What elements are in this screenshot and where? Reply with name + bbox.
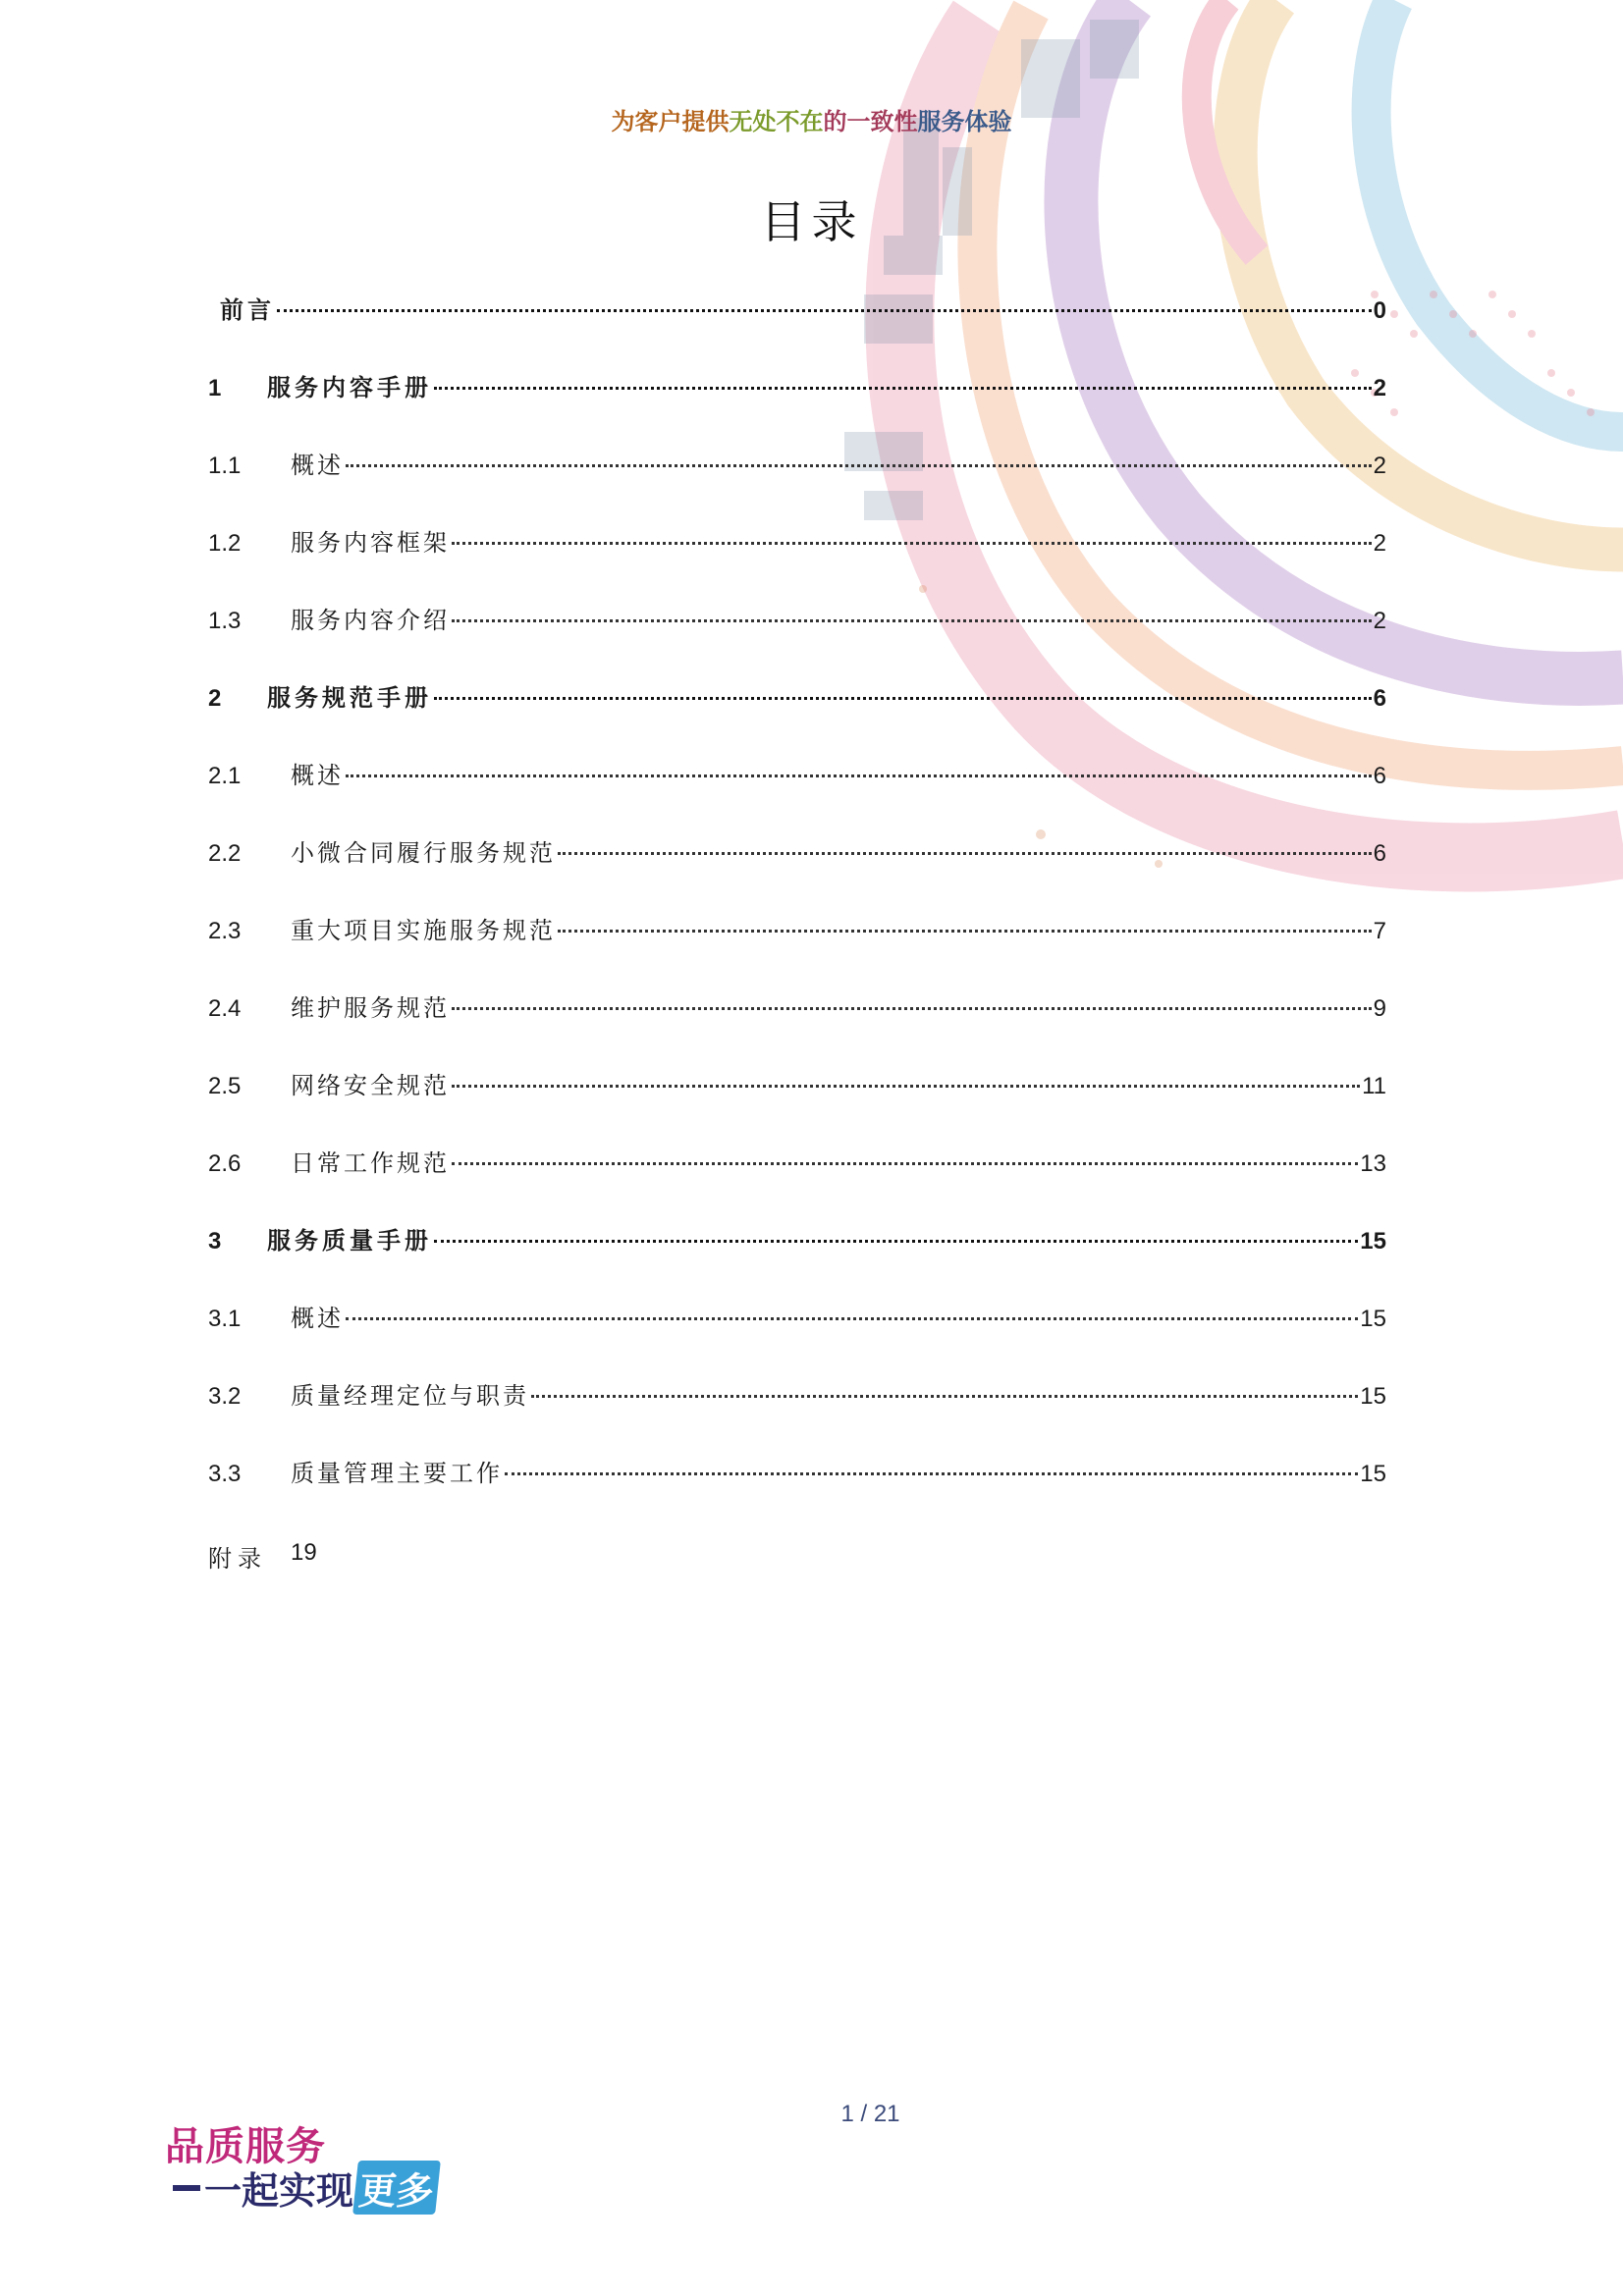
slogan-part: 无处不在 xyxy=(729,108,824,135)
toc-entry-number: 2.3 xyxy=(208,918,242,944)
toc-entry-number: 3 xyxy=(208,1228,222,1255)
toc-entry-title: 服务内容手册 xyxy=(267,373,432,401)
toc-dot-leader xyxy=(452,1085,1360,1088)
logo-line2-box: 更多 xyxy=(352,2161,441,2215)
toc-entry-title: 服务内容框架 xyxy=(291,529,450,557)
toc-entry-number: 3.2 xyxy=(208,1383,242,1410)
toc-entry-page: 2 xyxy=(1373,608,1386,634)
toc-entry-title: 服务规范手册 xyxy=(267,683,432,712)
toc-entry[interactable] xyxy=(208,1376,1386,1415)
toc-entry-title: 日常工作规范 xyxy=(291,1149,450,1177)
toc-entry[interactable] xyxy=(208,601,1386,640)
toc-entry[interactable] xyxy=(208,756,1386,795)
toc-entry-number: 1.3 xyxy=(208,608,242,634)
toc-entry[interactable] xyxy=(208,1144,1386,1183)
toc-entry[interactable] xyxy=(208,1221,1386,1260)
toc-entry[interactable] xyxy=(220,291,1386,330)
toc-dot-leader xyxy=(531,1395,1358,1398)
toc-entry-number: 2.5 xyxy=(208,1073,242,1099)
toc-entry-number: 2.1 xyxy=(208,763,242,789)
toc-entry-page: 13 xyxy=(1360,1150,1386,1177)
brand-logo xyxy=(163,2115,448,2214)
toc-dot-leader xyxy=(346,464,1372,467)
toc-entry-page: 2 xyxy=(1373,375,1386,401)
toc-dot-leader xyxy=(505,1472,1358,1475)
toc-entry-page: 15 xyxy=(1360,1461,1386,1487)
logo-line2 xyxy=(173,2161,438,2215)
toc-entry-page: 15 xyxy=(1360,1383,1386,1410)
slogan-part: 的一致性 xyxy=(823,108,918,135)
toc-entry-number: 1 xyxy=(208,375,222,401)
logo-line2-text: 一起实现 xyxy=(204,2169,354,2213)
page-title: 目录 xyxy=(760,195,863,248)
toc-entry-page: 15 xyxy=(1360,1228,1386,1255)
toc-entry-number: 1.2 xyxy=(208,530,242,557)
toc-entry[interactable] xyxy=(208,833,1386,873)
toc-entry-number: 2.6 xyxy=(208,1150,242,1177)
toc-entry-title: 概述 xyxy=(291,1305,344,1332)
toc-entry-title: 维护服务规范 xyxy=(291,994,450,1022)
toc-dot-leader xyxy=(346,774,1372,777)
toc-dot-leader xyxy=(434,1240,1358,1243)
appendix-page: 19 xyxy=(291,1539,317,1566)
toc-entry-title: 前言 xyxy=(220,295,275,324)
toc-entry-title: 服务内容介绍 xyxy=(291,607,450,634)
toc-entry-page: 6 xyxy=(1373,840,1386,867)
toc-entry-number: 3.3 xyxy=(208,1461,242,1487)
toc-entry-number: 2 xyxy=(208,685,222,712)
toc-entry-page: 6 xyxy=(1373,685,1386,712)
toc-entry-title: 概述 xyxy=(291,762,344,789)
toc-entry-number: 2.4 xyxy=(208,995,242,1022)
toc-entry[interactable] xyxy=(208,988,1386,1028)
slogan-part: 为客户提供 xyxy=(611,108,730,135)
toc-dot-leader xyxy=(452,542,1372,545)
toc-entry-title: 质量管理主要工作 xyxy=(291,1460,503,1487)
toc-entry[interactable] xyxy=(208,523,1386,562)
toc-entry[interactable] xyxy=(208,911,1386,950)
toc-dot-leader xyxy=(434,387,1372,390)
logo-dash xyxy=(173,2185,200,2191)
header-slogan xyxy=(0,102,1623,136)
logo-line1: 品质服务 xyxy=(165,2124,326,2169)
toc-dot-leader xyxy=(452,1162,1358,1165)
toc-dot-leader xyxy=(434,697,1372,700)
toc-entry-page: 15 xyxy=(1360,1306,1386,1332)
toc-entry-page: 11 xyxy=(1362,1073,1386,1099)
toc-entry[interactable] xyxy=(208,446,1386,485)
toc-dot-leader xyxy=(452,619,1372,622)
toc-entry[interactable] xyxy=(208,1066,1386,1105)
toc-entry-page: 6 xyxy=(1373,763,1386,789)
toc-entry-page: 9 xyxy=(1373,995,1386,1022)
toc-entry[interactable] xyxy=(208,368,1386,407)
toc-entry[interactable] xyxy=(208,678,1386,718)
toc-entry-number: 3.1 xyxy=(208,1306,242,1332)
toc-dot-leader xyxy=(452,1007,1372,1010)
toc-entry-number: 1.1 xyxy=(208,453,242,479)
toc-entry-title: 服务质量手册 xyxy=(267,1226,432,1255)
toc-entry-page: 2 xyxy=(1373,453,1386,479)
appendix-label: 附录 xyxy=(208,1545,267,1573)
toc-entry-title: 网络安全规范 xyxy=(291,1072,450,1099)
toc-entry-page: 7 xyxy=(1373,918,1386,944)
toc-dot-leader xyxy=(346,1317,1358,1320)
toc-entry-title: 质量经理定位与职责 xyxy=(291,1382,529,1410)
toc-entry[interactable] xyxy=(208,1454,1386,1493)
toc-entry-title: 概述 xyxy=(291,452,344,479)
toc-entry-page: 2 xyxy=(1373,530,1386,557)
toc-entry-number: 2.2 xyxy=(208,840,242,867)
toc-dot-leader xyxy=(558,930,1372,933)
page-indicator: 1 / 21 xyxy=(840,2101,900,2127)
slogan-part: 服务体验 xyxy=(917,108,1012,135)
toc-entry-page: 0 xyxy=(1373,297,1386,324)
toc-dot-leader xyxy=(558,852,1372,855)
toc-dot-leader xyxy=(277,309,1372,312)
toc-appendix-entry[interactable] xyxy=(208,1539,317,1574)
toc-entry-title: 小微合同履行服务规范 xyxy=(291,839,556,867)
toc-entry-title: 重大项目实施服务规范 xyxy=(291,917,556,944)
toc-entry[interactable] xyxy=(208,1299,1386,1338)
